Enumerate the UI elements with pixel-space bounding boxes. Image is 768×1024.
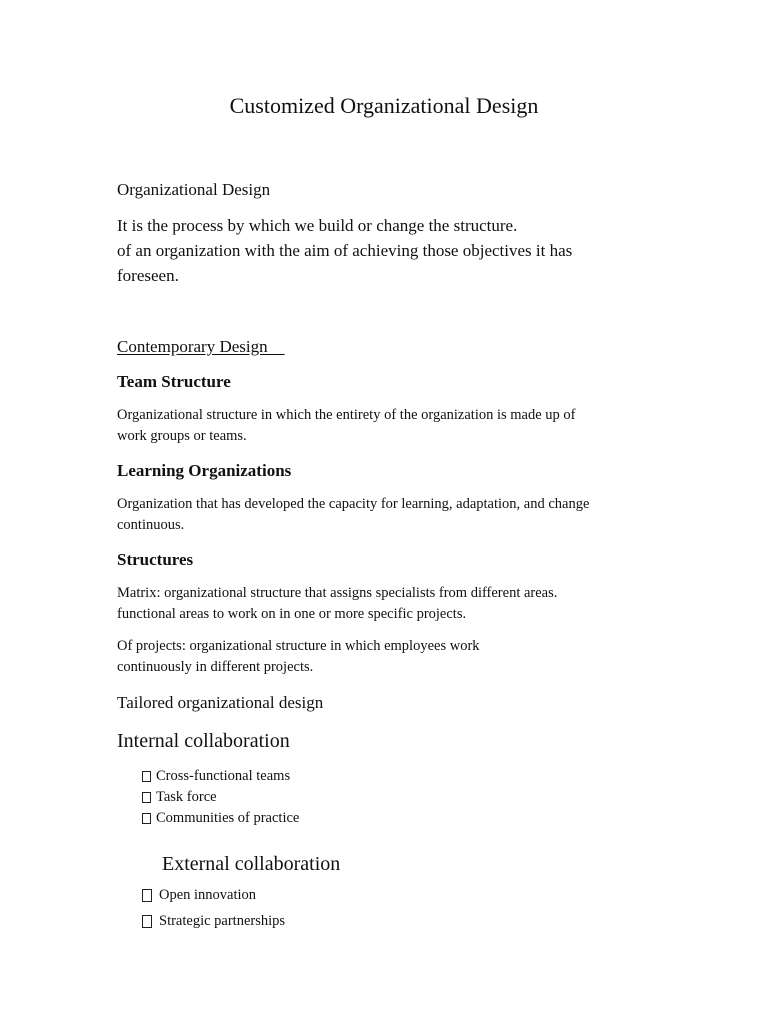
- checkbox-glyph-icon: [142, 889, 152, 902]
- paragraph-line: Matrix: organizational structure that assigns specialists from different areas.: [117, 585, 558, 601]
- paragraph-line: continuously in different projects.: [117, 659, 314, 675]
- projects-paragraph: [117, 636, 480, 678]
- heading-trailing-underline: [268, 337, 285, 356]
- paragraph-line: It is the process by which we build or change the structure.: [117, 216, 518, 235]
- organizational-design-paragraph: [117, 213, 572, 288]
- list-item-label: Open innovation: [159, 886, 257, 903]
- paragraph-line: Of projects: organizational structure in which employees work: [117, 638, 480, 654]
- paragraph-line: of an organization with the aim of achieving those objectives it has: [117, 241, 573, 260]
- paragraph-line: work groups or teams.: [117, 428, 247, 444]
- list-item-label: Strategic partnerships: [159, 912, 286, 929]
- checkbox-glyph-icon: [142, 771, 151, 782]
- team-structure-heading: Team Structure: [117, 372, 231, 391]
- list-item: [142, 908, 285, 934]
- team-structure-paragraph: [117, 405, 576, 447]
- internal-collaboration-heading: Internal collaboration: [117, 730, 290, 752]
- list-item: [142, 808, 299, 829]
- contemporary-design-heading: [117, 336, 285, 358]
- contemporary-design-label: Contemporary Design: [117, 337, 268, 356]
- tailored-design-heading: Tailored organizational design: [117, 693, 324, 712]
- list-item: [142, 787, 299, 808]
- external-collaboration-list: [142, 882, 285, 934]
- paragraph-line: foreseen.: [117, 266, 179, 285]
- structures-heading: Structures: [117, 550, 194, 569]
- paragraph-line: functional areas to work on in one or more specific projects.: [117, 606, 467, 622]
- paragraph-line: Organizational structure in which the entirety of the organization is made up of: [117, 407, 576, 423]
- paragraph-line: Organization that has developed the capacity for learning, adaptation, and change: [117, 496, 590, 512]
- list-item-label: Communities of practice: [156, 810, 300, 826]
- matrix-paragraph: [117, 583, 557, 625]
- checkbox-glyph-icon: [142, 792, 151, 803]
- organizational-design-heading: Organizational Design: [117, 180, 271, 199]
- learning-organizations-paragraph: [117, 494, 589, 536]
- checkbox-glyph-icon: [142, 813, 151, 824]
- internal-collaboration-list: [142, 766, 299, 829]
- document-title: Customized Organizational Design: [229, 93, 539, 118]
- list-item: [142, 766, 299, 787]
- list-item: [142, 882, 285, 908]
- checkbox-glyph-icon: [142, 915, 152, 928]
- paragraph-line: continuous.: [117, 517, 185, 533]
- learning-organizations-heading: Learning Organizations: [117, 461, 292, 480]
- external-collaboration-heading: External collaboration: [162, 853, 341, 875]
- list-item-label: Cross-functional teams: [156, 768, 291, 784]
- list-item-label: Task force: [156, 789, 217, 805]
